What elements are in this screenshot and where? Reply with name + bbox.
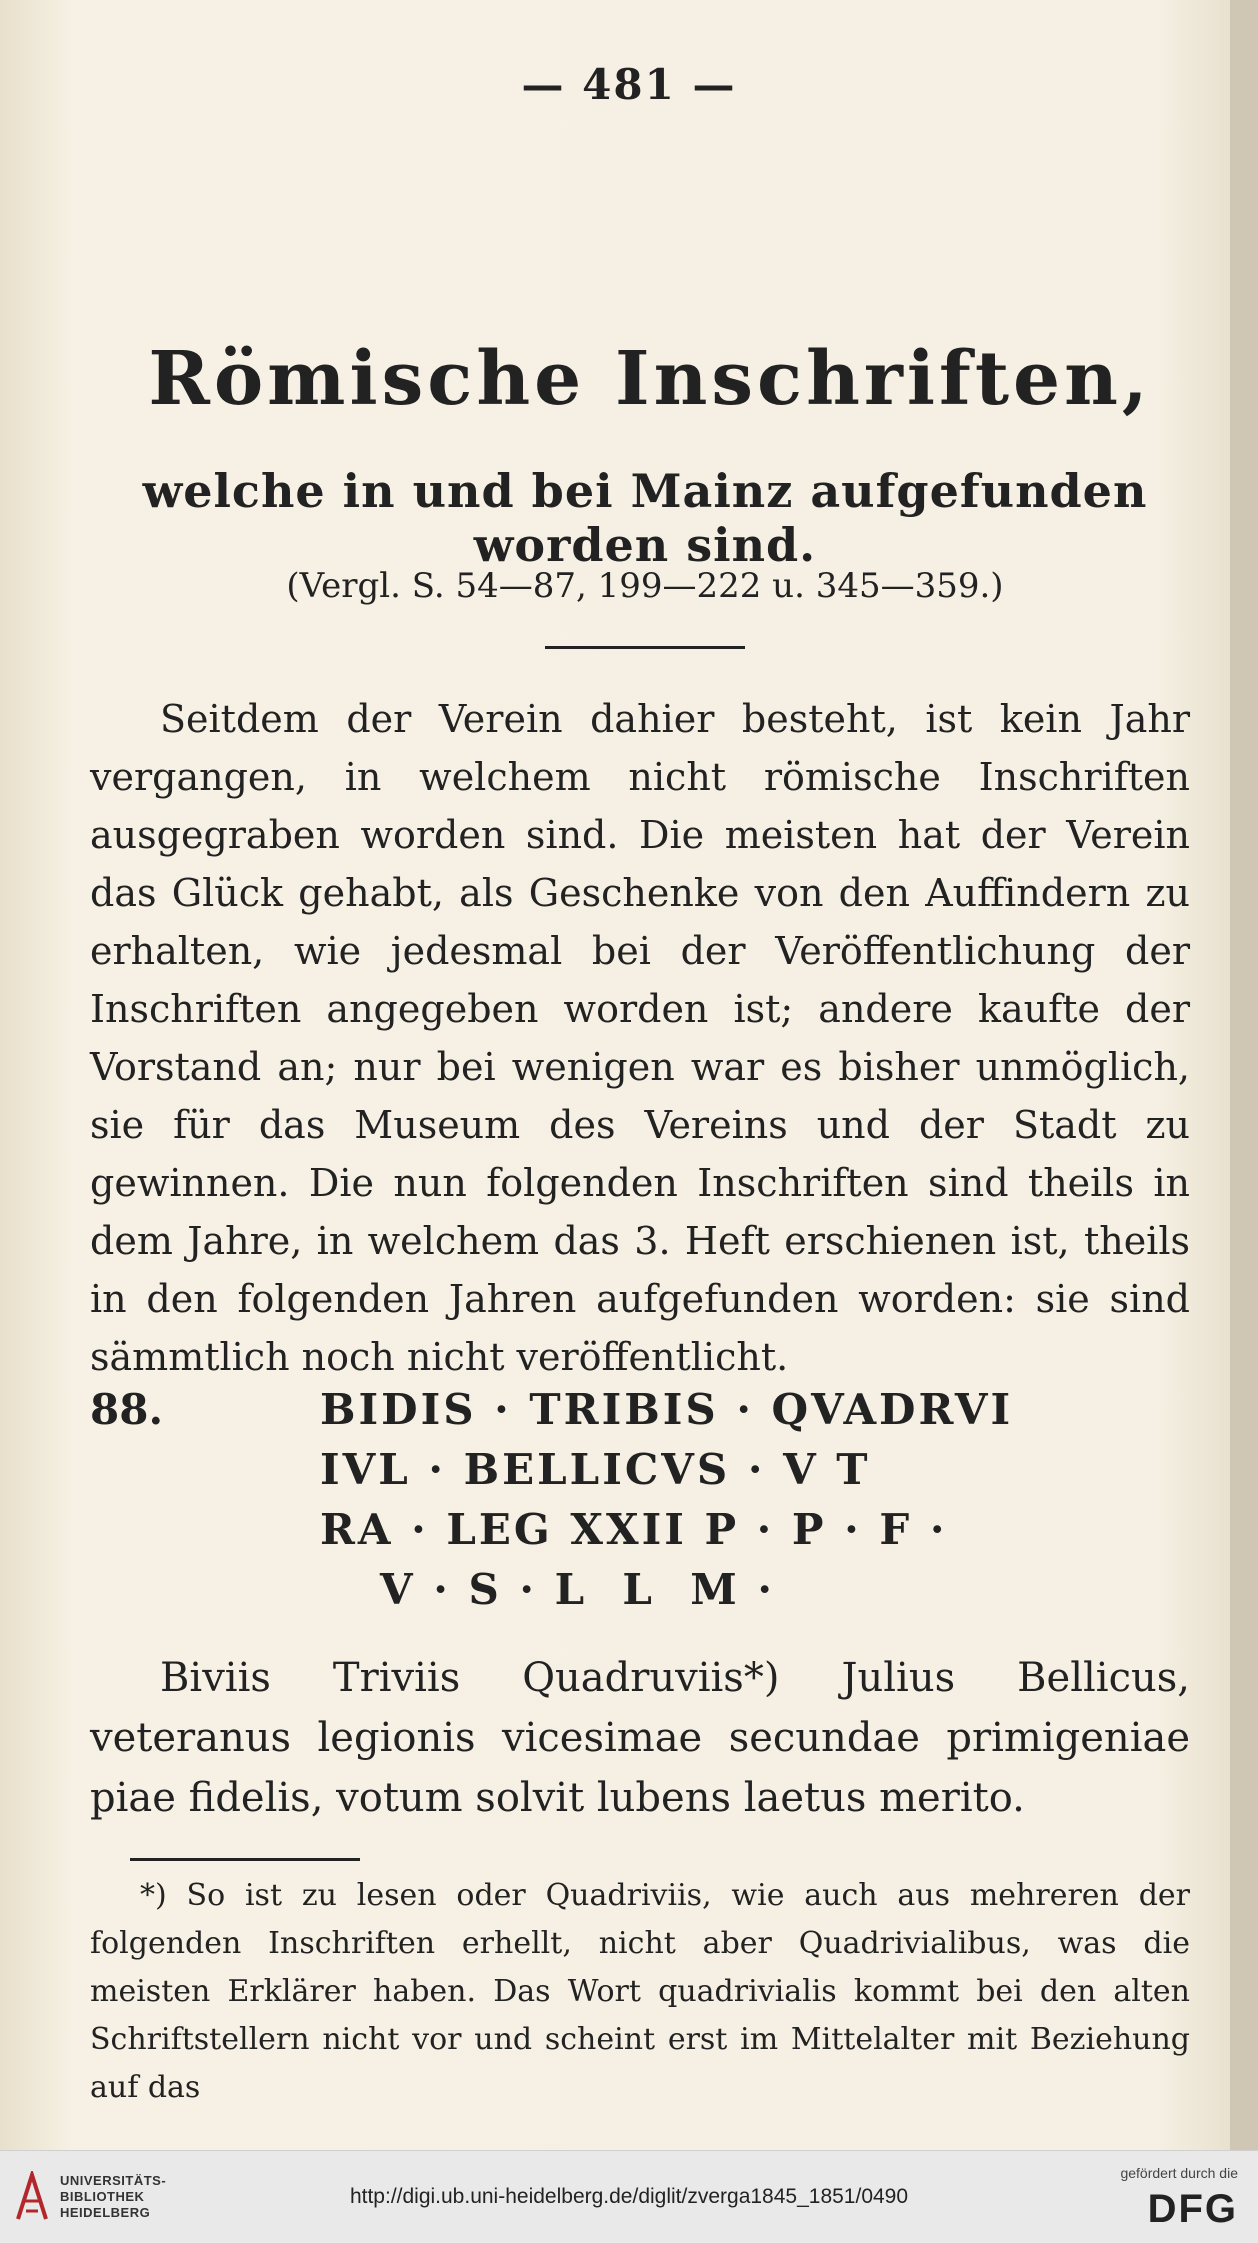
inscription-translation: Biviis Triviis Quadruviis*) Julius Bellicus, veteranus legionis vicesimae secundae primigeniae piae fidelis, votum solvit lubens laetus merito.: [90, 1655, 1190, 1821]
viewer-footer: [0, 2150, 1258, 2243]
inscription-line-1: BIDIS · TRIBIS · QVADRVI: [320, 1385, 1014, 1434]
footnote-divider: [130, 1858, 360, 1861]
body-paragraph: Seitdem der Verein dahier besteht, ist kein Jahr vergangen, in welchem nicht römische Inschriften ausgegraben worden sind. Die meisten hat der Verein das Glück gehabt, als Geschenke von den Auffindern zu erhalten, wie jedesmal bei der Veröffentlichung der Inschriften angegeben worden ist; andere kaufte der Vorstand an; nur bei wenigen war es bisher unmöglich, sie für das Museum des Vereins und der Stadt zu gewinnen. Die nun folgenden Inschriften sind theils in dem Jahre, in welchem das 3. Heft erschienen ist, theils in den folgenden Jahren aufgefunden worden: sie sind sämmtlich noch nicht veröffentlicht.: [90, 697, 1190, 1379]
page-edge: [1230, 0, 1258, 2150]
library-name-line-3: HEIDELBERG: [60, 2205, 151, 2220]
reference-note: (Vergl. S. 54—87, 199—222 u. 345—359.): [286, 566, 1004, 606]
funded-by-label: gefördert durch die: [1120, 2165, 1238, 2181]
inscription-line-3: RA · LEG XXII P · P · F ·: [320, 1505, 948, 1554]
footnote: *) So ist zu lesen oder Quadriviis, wie auch aus mehreren der folgenden Inschriften erhellt, nicht aber Quadrivialibus, was die meisten Erklärer haben. Das Wort quadrivialis kommt bei den alten Schriftstellern nicht vor und scheint erst im Mittelalter mit Beziehung auf das: [90, 1878, 1190, 2105]
page-title: Römische Inschriften,: [148, 336, 1152, 422]
inscription-block: [320, 1380, 1040, 1620]
inscription-line-4: V · S · L L M ·: [380, 1565, 775, 1614]
document-url-link[interactable]: http://digi.ub.uni-heidelberg.de/diglit/zverga1845_1851/0490: [349, 2185, 909, 2208]
inscription-line-2: IVL · BELLICVS · V T: [320, 1445, 871, 1494]
title-divider: [545, 646, 745, 649]
dfg-logo: DFG: [1147, 2187, 1238, 2231]
library-name-line-2: BIBLIOTHEK: [60, 2189, 145, 2204]
page-subtitle: welche in und bei Mainz aufgefunden worden sind.: [142, 464, 1148, 572]
library-name-line-1: UNIVERSITÄTS-: [60, 2173, 167, 2188]
page-number: — 481 —: [521, 60, 737, 109]
entry-number: 88.: [90, 1385, 164, 1434]
